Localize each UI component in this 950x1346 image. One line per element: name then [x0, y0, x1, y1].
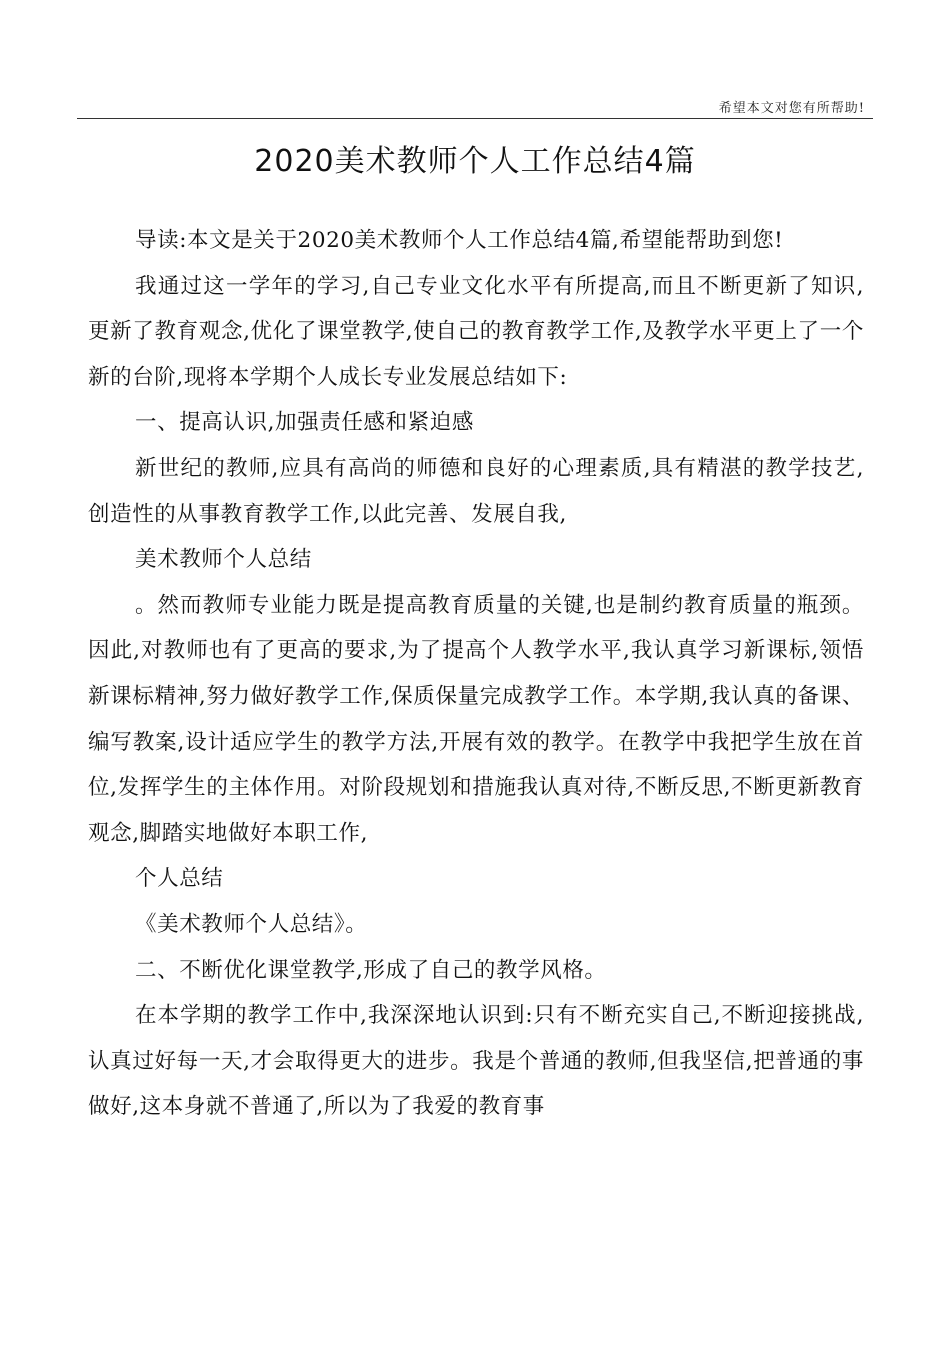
paragraph: 。然而教师专业能力既是提高教育质量的关键,也是制约教育质量的瓶颈。 因此,对教师也有了更高的要求,为了提高个人教学水平,我认真学习新课标,领悟新课标精神,努力做好教学工作,保质保量完成教学工作。本学期,我认真的备课、编写教案,设计适应学生的教学方法,开展有效的教学。在教学中我把学生放在首位,发挥学生的主体作用。对阶段规划和措施我认真对待,不断反思,不断更新教育观念,脚踏实地做好本职工作,	[88, 592, 864, 846]
header-note: 希望本文对您有所帮助!	[718, 101, 865, 116]
paragraph-intro: 导读:本文是关于2020美术教师个人工作总结4篇,希望能帮助到您!	[135, 228, 784, 253]
paragraph: 新世纪的教师,应具有高尚的师德和良好的心理素质,具有精湛的教学技艺,创造性的从事教育教学工作,以此完善、发展自我,	[88, 455, 864, 527]
paragraph: 我通过这一学年的学习,自己专业文化水平有所提高,而且不断更新了知识,更新了教育观念,优化了课堂教学,使自己的教育教学工作,及教学水平更上了一个新的台阶,现将本学期个人成长专业发展总结如下:	[88, 273, 864, 390]
paragraph-subtitle: 美术教师个人总结	[135, 547, 312, 573]
paragraph: 在本学期的教学工作中,我深深地认识到:只有不断充实自己,不断迎接挑战,认真过好每一天,才会取得更大的进步。我是个普通的教师,但我坚信,把普通的事做好,这本身就不普通了,所以为了我爱的教育事	[88, 1003, 864, 1120]
paragraph-subtitle: 《美术教师个人总结》。	[135, 911, 368, 937]
document-body	[88, 218, 864, 1130]
header-divider	[77, 118, 873, 119]
document-title: 2020美术教师个人工作总结4篇	[254, 144, 696, 179]
section-heading-1: 一、提高认识,加强责任感和紧迫感	[135, 410, 474, 436]
paragraph-subtitle: 个人总结	[135, 866, 224, 892]
section-heading-2: 二、不断优化课堂教学,形成了自己的教学风格。	[135, 957, 607, 983]
